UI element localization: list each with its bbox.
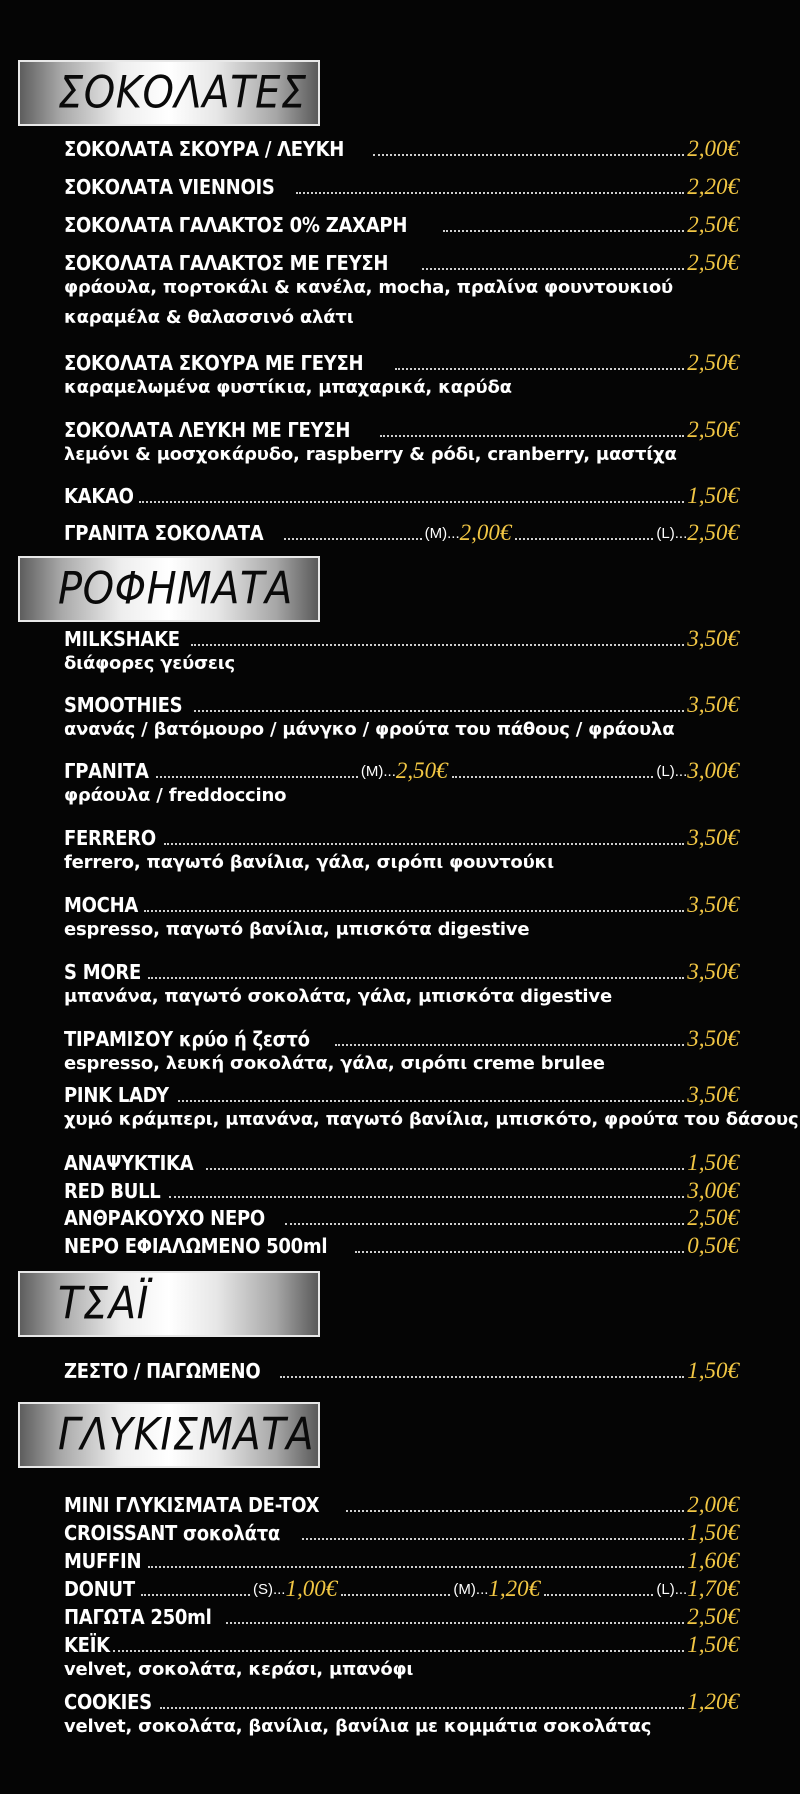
dot-leader <box>280 1376 684 1378</box>
menu-item: ΠΑΓΩΤΑ 250ml 2,50€ <box>64 1604 739 1629</box>
price: 3,00€ <box>687 758 739 783</box>
dot-leader <box>302 1538 684 1540</box>
price: 2,50€ <box>687 212 739 237</box>
section-header-drinks <box>18 556 320 622</box>
menu-item: ΚΑΚΑΟ 1,50€ <box>64 483 739 508</box>
menu-item: ΣΟΚΟΛΑΤΑ ΛΕΥΚΗ ΜΕ ΓΕΥΣΗ 2,50€ <box>64 417 739 442</box>
section-header-sweets <box>18 1402 320 1468</box>
dot-leader <box>443 230 684 232</box>
dot-leader <box>285 1223 684 1225</box>
dot-leader <box>206 1168 685 1170</box>
menu-item: ΖΕΣΤΟ / ΠΑΓΩΜΕΝΟ 1,50€ <box>64 1358 739 1383</box>
price: 1,60€ <box>687 1548 739 1573</box>
menu-item: PINK LADY 3,50€ <box>64 1082 739 1107</box>
price: 1,50€ <box>687 1632 739 1657</box>
menu-item: ΤΙΡΑΜΙΣΟΥ κρύο ή ζεστό 3,50€ <box>64 1026 739 1051</box>
size-label: (L)... <box>656 763 688 780</box>
menu-item: ΑΝΑΨΥΚΤΙΚΑ 1,50€ <box>64 1150 739 1175</box>
price: 1,00€ <box>285 1576 338 1601</box>
price: 2,00€ <box>687 1492 739 1517</box>
dot-leader <box>164 843 684 845</box>
price: 1,20€ <box>488 1576 541 1601</box>
menu-item: S MORE 3,50€ <box>64 959 739 984</box>
dot-leader <box>139 501 684 503</box>
price: 2,50€ <box>687 250 739 275</box>
price: 3,50€ <box>687 825 739 850</box>
menu-item: ΝΕΡΟ ΕΦΙΑΛΩΜΕΝΟ 500ml 0,50€ <box>64 1233 739 1258</box>
menu-item: ΚΕΪΚ 1,50€ <box>64 1632 739 1657</box>
dot-leader <box>148 1566 684 1568</box>
dot-leader <box>355 1251 685 1253</box>
price: 3,50€ <box>687 959 739 984</box>
price: 2,20€ <box>687 174 739 199</box>
size-label: (S)... <box>252 1581 286 1598</box>
dot-leader <box>194 710 685 712</box>
price: 1,50€ <box>687 1150 739 1175</box>
dot-leader <box>141 1594 250 1596</box>
menu-item: MUFFIN 1,60€ <box>64 1548 739 1573</box>
item-description: φράουλα, πορτοκάλι & κανέλα, mocha, πραλίνα φουντουκιού <box>64 277 673 298</box>
dot-leader <box>296 192 684 194</box>
price: 3,50€ <box>687 1026 739 1051</box>
item-description: ferrero, παγωτό βανίλια, γάλα, σιρόπι φουντούκι <box>64 852 554 873</box>
menu-item: RED BULL 3,00€ <box>64 1178 739 1203</box>
price: 2,50€ <box>687 350 739 375</box>
section-title: ΤΣΑΪ <box>58 1278 149 1330</box>
item-description: espresso, λευκή σοκολάτα, γάλα, σιρόπι creme brulee <box>64 1053 605 1074</box>
menu-item: ΑΝΘΡΑΚΟΥΧΟ ΝΕΡΟ 2,50€ <box>64 1205 739 1230</box>
price: 2,50€ <box>395 758 448 783</box>
price: 2,00€ <box>459 520 512 545</box>
price: 2,00€ <box>687 136 739 161</box>
price: 0,50€ <box>687 1233 739 1258</box>
size-label: (M)... <box>424 525 460 542</box>
price: 1,50€ <box>687 1520 739 1545</box>
item-description: καραμέλα & θαλασσινό αλάτι <box>64 307 354 328</box>
price: 3,50€ <box>687 892 739 917</box>
section-title: ΓΛΥΚΙΣΜΑΤΑ <box>58 1409 315 1461</box>
dot-leader <box>191 644 685 646</box>
item-description: velvet, σοκολάτα, βανίλια, βανίλια με κομμάτια σοκολάτας <box>64 1716 652 1737</box>
price: 2,50€ <box>687 1604 739 1629</box>
item-description: velvet, σοκολάτα, κεράσι, μπανόφι <box>64 1659 414 1680</box>
price: 1,50€ <box>687 1358 739 1383</box>
dot-leader <box>452 776 654 778</box>
menu-item: COOKIES 1,20€ <box>64 1689 739 1714</box>
section-header-chocolates <box>18 60 320 126</box>
dot-leader <box>148 977 685 979</box>
menu-item: ΜΙΝΙ ΓΛΥΚΙΣΜΑΤΑ DE-TOX 2,00€ <box>64 1492 739 1517</box>
menu-item: MILKSHAKE 3,50€ <box>64 626 739 651</box>
dot-leader <box>160 1707 685 1709</box>
dot-leader <box>178 1100 684 1102</box>
price: 3,00€ <box>687 1178 739 1203</box>
dot-leader <box>284 538 422 540</box>
item-description: ανανάς / βατόμουρο / μάνγκο / φρούτα του πάθους / φράουλα <box>64 719 675 740</box>
size-label: (L)... <box>656 1581 688 1598</box>
item-description: φράουλα / freddoccino <box>64 785 287 806</box>
item-description: λεμόνι & μοσχοκάρυδο, raspberry & ρόδι, cranberry, μαστίχα <box>64 444 677 465</box>
price: 3,50€ <box>687 626 739 651</box>
dot-leader <box>373 154 684 156</box>
price: 2,50€ <box>687 520 739 545</box>
dot-leader <box>422 268 684 270</box>
section-title: ΡΟΦΗΜΑΤΑ <box>58 563 293 615</box>
menu-item: ΣΟΚΟΛΑΤΑ ΣΚΟΥΡΑ / ΛΕΥΚΗ 2,00€ <box>64 136 739 161</box>
item-description: διάφορες γεύσεις <box>64 653 235 674</box>
item-description: μπανάνα, παγωτό σοκολάτα, γάλα, μπισκότα digestive <box>64 986 612 1007</box>
item-description: καραμελωμένα φυστίκια, μπαχαρικά, καρύδα <box>64 377 512 398</box>
dot-leader <box>341 1594 450 1596</box>
menu-item: CROISSANT σοκολάτα 1,50€ <box>64 1520 739 1545</box>
menu-item: ΓΡΑΝΙΤΑ (M)... 2,50€ (L)... 3,00€ <box>64 758 739 783</box>
dot-leader <box>395 368 685 370</box>
price: 1,70€ <box>687 1576 739 1601</box>
dot-leader <box>113 1650 684 1652</box>
dot-leader <box>226 1622 684 1624</box>
menu-item: ΣΟΚΟΛΑΤΑ ΓΑΛΑΚΤΟΣ ΜΕ ΓΕΥΣΗ 2,50€ <box>64 250 739 275</box>
price: 1,50€ <box>687 483 739 508</box>
section-title: ΣΟΚΟΛΑΤΕΣ <box>58 67 307 119</box>
price: 3,50€ <box>687 1082 739 1107</box>
price: 1,20€ <box>687 1689 739 1714</box>
menu-item: ΣΟΚΟΛΑΤΑ ΣΚΟΥΡΑ ΜΕ ΓΕΥΣΗ 2,50€ <box>64 350 739 375</box>
menu-item: ΣΟΚΟΛΑΤΑ ΓΑΛΑΚΤΟΣ 0% ΖΑΧΑΡΗ 2,50€ <box>64 212 739 237</box>
dot-leader <box>515 538 653 540</box>
price: 2,50€ <box>687 417 739 442</box>
dot-leader <box>346 1510 685 1512</box>
size-label: (M)... <box>453 1581 489 1598</box>
item-description: χυμό κράμπερι, μπανάνα, παγωτό βανίλια, μπισκότο, φρούτα του δάσους <box>64 1109 799 1130</box>
price: 2,50€ <box>687 1205 739 1230</box>
size-label: (L)... <box>656 525 688 542</box>
dot-leader <box>169 1196 684 1198</box>
item-description: espresso, παγωτό βανίλια, μπισκότα digestive <box>64 919 530 940</box>
dot-leader <box>335 1044 684 1046</box>
menu-item: ΓΡΑΝΙΤΑ ΣΟΚΟΛΑΤΑ (M)... 2,00€ (L)... 2,50€ <box>64 520 739 545</box>
dot-leader <box>156 776 358 778</box>
section-header-tea <box>18 1271 320 1337</box>
menu-item: FERRERO 3,50€ <box>64 825 739 850</box>
size-label: (M)... <box>360 763 396 780</box>
dot-leader <box>144 910 684 912</box>
dot-leader <box>544 1594 653 1596</box>
price: 3,50€ <box>687 692 739 717</box>
menu-item: ΣΟΚΟΛΑΤΑ VIENNOIS 2,20€ <box>64 174 739 199</box>
menu-item: MOCHA 3,50€ <box>64 892 739 917</box>
menu-item: DONUT (S)... 1,00€ (M)... 1,20€ (L)... 1,70€ <box>64 1576 739 1601</box>
dot-leader <box>380 435 684 437</box>
menu-item: SMOOTHIES 3,50€ <box>64 692 739 717</box>
